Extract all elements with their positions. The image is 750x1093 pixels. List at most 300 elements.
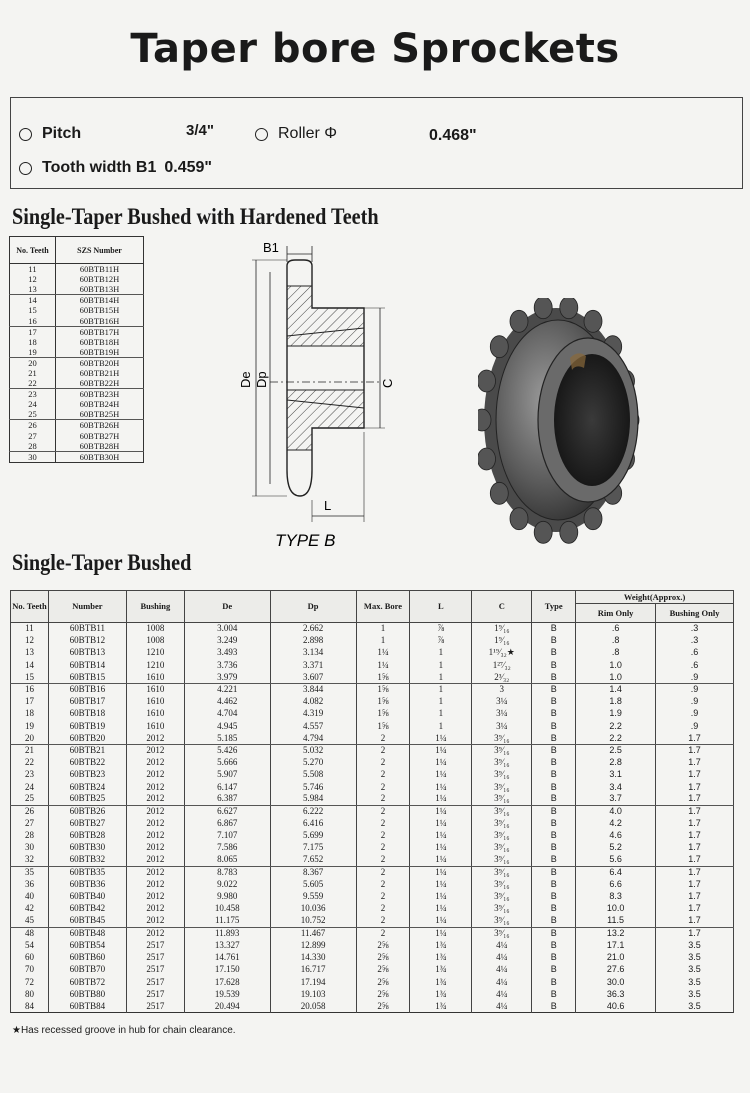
cell-l: 1¾ bbox=[410, 976, 472, 988]
table-row bbox=[11, 1000, 734, 1012]
cell-teeth: 13 bbox=[11, 647, 49, 659]
cell-max-bore: 2 bbox=[356, 781, 410, 793]
col-header-weight: Weight(Approx.) bbox=[576, 591, 734, 604]
cell-de: 6.147 bbox=[184, 781, 270, 793]
cell-l: 1¾ bbox=[410, 952, 472, 964]
cell-type: B bbox=[532, 878, 576, 890]
cell-rim-weight: 1.4 bbox=[576, 683, 656, 695]
cell-dp: 5.605 bbox=[270, 878, 356, 890]
table-row bbox=[10, 399, 144, 409]
cell-type: B bbox=[532, 769, 576, 781]
bushed-table bbox=[10, 590, 734, 1013]
cell-de: 20.494 bbox=[184, 1000, 270, 1012]
cell-bushing-weight: .3 bbox=[656, 623, 734, 635]
cell-c: 3⁹⁄₁₆ bbox=[472, 818, 532, 830]
cell-teeth: 84 bbox=[11, 1000, 49, 1012]
type-b-caption: TYPE B bbox=[275, 531, 336, 550]
cell-de: 5.185 bbox=[184, 732, 270, 744]
col-header-type: Type bbox=[532, 591, 576, 623]
cell-type: B bbox=[532, 647, 576, 659]
cell-teeth: 23 bbox=[11, 769, 49, 781]
cell-max-bore: 1⅝ bbox=[356, 683, 410, 695]
footnote: ★Has recessed groove in hub for chain clearance. bbox=[12, 1025, 236, 1036]
cell-dp: 5.032 bbox=[270, 744, 356, 756]
cell-teeth: 17 bbox=[11, 696, 49, 708]
cell-max-bore: 1⅝ bbox=[356, 696, 410, 708]
cell-teeth: 30 bbox=[10, 451, 56, 462]
cell-c: 1¹⁹⁄₃₂★ bbox=[472, 647, 532, 659]
cell-c: 3⁹⁄₁₆ bbox=[472, 891, 532, 903]
cell-c: 4¼ bbox=[472, 988, 532, 1000]
cell-l: 1¾ bbox=[410, 939, 472, 951]
cell-bushing: 1008 bbox=[126, 635, 184, 647]
cell-teeth: 30 bbox=[11, 842, 49, 854]
table-row bbox=[10, 409, 144, 420]
table-row bbox=[11, 757, 734, 769]
cell-bushing-weight: 1.7 bbox=[656, 781, 734, 793]
cell-c: 3⁹⁄₁₆ bbox=[472, 927, 532, 939]
cell-number: 60BTB21 bbox=[48, 744, 126, 756]
tooth-width-value: 0.459" bbox=[164, 159, 212, 176]
cell-type: B bbox=[532, 623, 576, 635]
cell-c: 4¼ bbox=[472, 976, 532, 988]
cell-bushing-weight: .6 bbox=[656, 647, 734, 659]
cell-c: 3⁹⁄₁₆ bbox=[472, 915, 532, 927]
cell-de: 4.221 bbox=[184, 683, 270, 695]
cell-bushing-weight: 3.5 bbox=[656, 988, 734, 1000]
cell-number: 60BTB18 bbox=[48, 708, 126, 720]
table-row bbox=[11, 866, 734, 878]
cell-de: 4.945 bbox=[184, 720, 270, 732]
cell-bushing-weight: 3.5 bbox=[656, 952, 734, 964]
cell-c: 4¼ bbox=[472, 1000, 532, 1012]
cell-dp: 3.371 bbox=[270, 659, 356, 671]
cell-l: 1 bbox=[410, 647, 472, 659]
cell-max-bore: 2 bbox=[356, 866, 410, 878]
cell-rim-weight: 2.2 bbox=[576, 732, 656, 744]
cell-bushing-weight: 1.7 bbox=[656, 891, 734, 903]
cell-bushing-weight: 1.7 bbox=[656, 732, 734, 744]
cell-bushing-weight: 1.7 bbox=[656, 805, 734, 817]
section-title-bushed: Single-Taper Bushed bbox=[12, 550, 192, 575]
cell-number: 60BTB13 bbox=[48, 647, 126, 659]
table-row bbox=[11, 915, 734, 927]
cell-type: B bbox=[532, 988, 576, 1000]
cell-number: 60BTB19 bbox=[48, 720, 126, 732]
cell-rim-weight: 4.2 bbox=[576, 818, 656, 830]
cell-max-bore: 2 bbox=[356, 818, 410, 830]
cell-max-bore: 2⅝ bbox=[356, 1000, 410, 1012]
cell-de: 9.022 bbox=[184, 878, 270, 890]
table-row bbox=[10, 284, 144, 295]
cell-bushing-weight: 3.5 bbox=[656, 964, 734, 976]
cell-de: 10.458 bbox=[184, 903, 270, 915]
cell-teeth: 24 bbox=[10, 399, 56, 409]
cell-rim-weight: 1.9 bbox=[576, 708, 656, 720]
cell-max-bore: 2 bbox=[356, 891, 410, 903]
col-header-c: C bbox=[472, 591, 532, 623]
cell-bushing: 2517 bbox=[126, 939, 184, 951]
table-row bbox=[11, 683, 734, 695]
cell-bushing: 1610 bbox=[126, 671, 184, 683]
cell-teeth: 36 bbox=[11, 878, 49, 890]
cell-teeth: 20 bbox=[10, 357, 56, 368]
cell-number: 60BTB60 bbox=[48, 952, 126, 964]
cell-c: 3⁹⁄₁₆ bbox=[472, 744, 532, 756]
cell-type: B bbox=[532, 830, 576, 842]
cell-max-bore: 2 bbox=[356, 744, 410, 756]
cell-szs-number: 60BTB30H bbox=[79, 451, 120, 462]
table-row bbox=[11, 671, 734, 683]
cell-bushing: 2012 bbox=[126, 927, 184, 939]
cell-bushing: 1610 bbox=[126, 696, 184, 708]
cell-bushing-weight: .6 bbox=[656, 659, 734, 671]
cell-rim-weight: 4.6 bbox=[576, 830, 656, 842]
cell-type: B bbox=[532, 744, 576, 756]
cell-teeth: 17 bbox=[10, 326, 56, 337]
cell-l: 1¼ bbox=[410, 793, 472, 805]
cell-rim-weight: .8 bbox=[576, 635, 656, 647]
cell-rim-weight: 5.6 bbox=[576, 854, 656, 866]
cell-de: 9.980 bbox=[184, 891, 270, 903]
cell-teeth: 16 bbox=[10, 316, 56, 327]
cell-bushing: 2012 bbox=[126, 878, 184, 890]
cell-max-bore: 1⅝ bbox=[356, 708, 410, 720]
cell-teeth: 19 bbox=[10, 347, 56, 358]
cell-bushing: 1210 bbox=[126, 647, 184, 659]
sprocket-tooth bbox=[560, 298, 578, 319]
cell-rim-weight: 17.1 bbox=[576, 939, 656, 951]
cell-number: 60BTB15 bbox=[48, 671, 126, 683]
cell-type: B bbox=[532, 805, 576, 817]
radio-circle-icon bbox=[19, 128, 32, 141]
cell-bushing: 2012 bbox=[126, 854, 184, 866]
cell-number: 60BTB45 bbox=[48, 915, 126, 927]
cell-bushing: 2012 bbox=[126, 891, 184, 903]
cell-number: 60BTB12 bbox=[48, 635, 126, 647]
col-header-teeth: No. Teeth bbox=[11, 591, 49, 623]
cell-c: 3⁹⁄₁₆ bbox=[472, 866, 532, 878]
cell-dp: 20.058 bbox=[270, 1000, 356, 1012]
cell-teeth: 16 bbox=[11, 683, 49, 695]
cell-l: 1¼ bbox=[410, 744, 472, 756]
cell-dp: 5.699 bbox=[270, 830, 356, 842]
cell-szs-number: 60BTB20H bbox=[79, 357, 120, 368]
table-row bbox=[11, 732, 734, 744]
cell-number: 60BTB11 bbox=[48, 623, 126, 635]
cell-dp: 16.717 bbox=[270, 964, 356, 976]
cell-max-bore: 2 bbox=[356, 805, 410, 817]
cell-bushing-weight: 1.7 bbox=[656, 866, 734, 878]
cell-teeth: 70 bbox=[11, 964, 49, 976]
cell-dp: 6.416 bbox=[270, 818, 356, 830]
cell-teeth: 12 bbox=[11, 635, 49, 647]
sprocket-tooth bbox=[534, 298, 552, 319]
cell-rim-weight: 3.4 bbox=[576, 781, 656, 793]
sprocket-tooth bbox=[560, 521, 578, 543]
cell-l: ⅞ bbox=[410, 635, 472, 647]
cell-rim-weight: 13.2 bbox=[576, 927, 656, 939]
cell-c: 3 bbox=[472, 683, 532, 695]
cell-number: 60BTB72 bbox=[48, 976, 126, 988]
cell-type: B bbox=[532, 927, 576, 939]
page-title: Taper bore Sprockets bbox=[130, 26, 620, 72]
cell-de: 5.907 bbox=[184, 769, 270, 781]
cell-number: 60BTB35 bbox=[48, 866, 126, 878]
cell-szs-number: 60BTB26H bbox=[79, 420, 120, 431]
cell-bushing-weight: 1.7 bbox=[656, 915, 734, 927]
table-row bbox=[10, 368, 144, 378]
table-row bbox=[11, 708, 734, 720]
table-row bbox=[11, 891, 734, 903]
cell-teeth: 32 bbox=[11, 854, 49, 866]
table-row bbox=[10, 378, 144, 389]
cell-rim-weight: 4.0 bbox=[576, 805, 656, 817]
cell-dp: 2.662 bbox=[270, 623, 356, 635]
cell-bushing: 2012 bbox=[126, 830, 184, 842]
sprocket-tooth bbox=[510, 508, 528, 530]
cell-dp: 3.134 bbox=[270, 647, 356, 659]
cell-bushing: 2517 bbox=[126, 1000, 184, 1012]
cell-teeth: 12 bbox=[10, 274, 56, 284]
cell-de: 8.783 bbox=[184, 866, 270, 878]
cell-l: 1¼ bbox=[410, 854, 472, 866]
cell-teeth: 27 bbox=[11, 818, 49, 830]
cell-teeth: 60 bbox=[11, 952, 49, 964]
cell-bushing: 2012 bbox=[126, 744, 184, 756]
cell-de: 3.249 bbox=[184, 635, 270, 647]
cell-number: 60BTB84 bbox=[48, 1000, 126, 1012]
cell-teeth: 26 bbox=[10, 420, 56, 431]
cell-max-bore: 1 bbox=[356, 635, 410, 647]
cell-teeth: 26 bbox=[11, 805, 49, 817]
cell-l: 1¼ bbox=[410, 781, 472, 793]
cell-max-bore: 2 bbox=[356, 854, 410, 866]
cell-szs-number: 60BTB13H bbox=[56, 284, 144, 295]
de-label: De bbox=[238, 371, 253, 388]
cell-bushing: 2517 bbox=[126, 976, 184, 988]
cell-type: B bbox=[532, 708, 576, 720]
cell-type: B bbox=[532, 635, 576, 647]
cell-rim-weight: 1.8 bbox=[576, 696, 656, 708]
cell-c: 3⁹⁄₁₆ bbox=[472, 757, 532, 769]
cell-bushing: 2012 bbox=[126, 781, 184, 793]
table-row bbox=[10, 326, 144, 337]
cell-teeth: 19 bbox=[11, 720, 49, 732]
cell-szs-number: 60BTB17H bbox=[79, 326, 120, 337]
cell-szs-number: 60BTB12H bbox=[79, 274, 120, 285]
cell-teeth: 18 bbox=[11, 708, 49, 720]
table-row bbox=[11, 952, 734, 964]
cell-number: 60BTB54 bbox=[48, 939, 126, 951]
cell-teeth: 22 bbox=[10, 378, 56, 389]
cell-max-bore: 1⅝ bbox=[356, 720, 410, 732]
cell-bushing-weight: 1.7 bbox=[656, 744, 734, 756]
cell-l: 1¼ bbox=[410, 732, 472, 744]
col-header-max-bore: Max. Bore bbox=[356, 591, 410, 623]
cell-number: 60BTB16 bbox=[48, 683, 126, 695]
cell-l: 1¼ bbox=[410, 891, 472, 903]
cell-de: 14.761 bbox=[184, 952, 270, 964]
cell-rim-weight: 3.7 bbox=[576, 793, 656, 805]
table-row bbox=[11, 927, 734, 939]
cell-max-bore: 2 bbox=[356, 915, 410, 927]
table-row bbox=[10, 305, 144, 315]
cell-max-bore: 2⅝ bbox=[356, 964, 410, 976]
cell-dp: 5.508 bbox=[270, 769, 356, 781]
cell-l: 1¼ bbox=[410, 903, 472, 915]
cell-type: B bbox=[532, 696, 576, 708]
sprocket-tooth bbox=[490, 336, 508, 358]
cell-type: B bbox=[532, 818, 576, 830]
cell-l: 1¼ bbox=[410, 830, 472, 842]
pitch-value bbox=[186, 122, 214, 139]
cell-teeth: 24 bbox=[11, 781, 49, 793]
cell-type: B bbox=[532, 720, 576, 732]
cell-szs-number: 60BTB14H bbox=[79, 295, 120, 306]
col-header-rim: Rim Only bbox=[576, 604, 656, 623]
table-row bbox=[11, 805, 734, 817]
pitch-spec bbox=[19, 125, 81, 143]
cell-type: B bbox=[532, 757, 576, 769]
cell-de: 7.586 bbox=[184, 842, 270, 854]
cell-dp: 11.467 bbox=[270, 927, 356, 939]
cell-rim-weight: 5.2 bbox=[576, 842, 656, 854]
table-row bbox=[10, 430, 144, 440]
cell-bushing: 2517 bbox=[126, 964, 184, 976]
cell-number: 60BTB28 bbox=[48, 830, 126, 842]
cell-max-bore: 2 bbox=[356, 732, 410, 744]
cell-bushing-weight: 1.7 bbox=[656, 757, 734, 769]
cell-type: B bbox=[532, 671, 576, 683]
cell-teeth: 45 bbox=[11, 915, 49, 927]
cell-teeth: 15 bbox=[10, 305, 56, 315]
cell-c: 3¼ bbox=[472, 696, 532, 708]
cell-szs-number: 60BTB23H bbox=[79, 389, 120, 400]
col-header-l: L bbox=[410, 591, 472, 623]
cell-teeth: 11 bbox=[11, 623, 49, 635]
cell-dp: 4.794 bbox=[270, 732, 356, 744]
cell-bushing: 2517 bbox=[126, 952, 184, 964]
cell-rim-weight: 2.2 bbox=[576, 720, 656, 732]
cell-bushing: 2517 bbox=[126, 988, 184, 1000]
cell-de: 8.065 bbox=[184, 854, 270, 866]
dp-label: Dp bbox=[254, 371, 269, 388]
cell-bushing: 2012 bbox=[126, 915, 184, 927]
cell-type: B bbox=[532, 964, 576, 976]
cell-number: 60BTB30 bbox=[48, 842, 126, 854]
cell-number: 60BTB22 bbox=[48, 757, 126, 769]
cell-teeth: 28 bbox=[10, 441, 56, 452]
table-row bbox=[11, 720, 734, 732]
cell-bushing-weight: 3.5 bbox=[656, 1000, 734, 1012]
table-row bbox=[10, 264, 144, 275]
table-row bbox=[10, 274, 144, 284]
cell-bushing-weight: 1.7 bbox=[656, 830, 734, 842]
table-row bbox=[10, 295, 144, 306]
cell-max-bore: 2⅝ bbox=[356, 952, 410, 964]
cell-dp: 9.559 bbox=[270, 891, 356, 903]
cell-teeth: 23 bbox=[10, 389, 56, 400]
cell-dp: 3.607 bbox=[270, 671, 356, 683]
cell-max-bore: 2 bbox=[356, 842, 410, 854]
cell-bushing: 2012 bbox=[126, 866, 184, 878]
cell-dp: 2.898 bbox=[270, 635, 356, 647]
table-row bbox=[10, 357, 144, 368]
table-row bbox=[11, 818, 734, 830]
cell-type: B bbox=[532, 976, 576, 988]
cell-szs-number: 60BTB11H bbox=[79, 264, 120, 274]
cell-l: 1¼ bbox=[410, 769, 472, 781]
section-title-hardened: Single-Taper Bushed with Hardened Teeth bbox=[12, 204, 379, 229]
radio-circle-icon bbox=[19, 162, 32, 175]
cell-number: 60BTB80 bbox=[48, 988, 126, 1000]
cell-number: 60BTB70 bbox=[48, 964, 126, 976]
cell-dp: 14.330 bbox=[270, 952, 356, 964]
cell-c: 3⁹⁄₁₆ bbox=[472, 842, 532, 854]
cell-max-bore: 2 bbox=[356, 903, 410, 915]
cell-bushing: 1210 bbox=[126, 659, 184, 671]
cell-c: 3¼ bbox=[472, 708, 532, 720]
cell-bushing: 1610 bbox=[126, 683, 184, 695]
cell-l: 1 bbox=[410, 683, 472, 695]
cell-number: 60BTB48 bbox=[48, 927, 126, 939]
cell-teeth: 40 bbox=[11, 891, 49, 903]
cell-c: 3⁹⁄₁₆ bbox=[472, 769, 532, 781]
col-header-szs: SZS Number bbox=[56, 237, 144, 264]
cell-number: 60BTB23 bbox=[48, 769, 126, 781]
cell-max-bore: 2⅝ bbox=[356, 939, 410, 951]
cell-dp: 10.752 bbox=[270, 915, 356, 927]
cell-max-bore: 2 bbox=[356, 878, 410, 890]
cell-max-bore: 2⅝ bbox=[356, 988, 410, 1000]
cell-szs-number: 60BTB21H bbox=[79, 368, 120, 379]
cell-szs-number: 60BTB25H bbox=[56, 409, 144, 420]
cell-max-bore: 1¼ bbox=[356, 647, 410, 659]
cell-teeth: 25 bbox=[10, 409, 56, 420]
table-row bbox=[11, 744, 734, 756]
cell-bushing: 2012 bbox=[126, 818, 184, 830]
cell-teeth: 42 bbox=[11, 903, 49, 915]
roller-label: Roller Φ bbox=[278, 125, 337, 142]
cell-l: 1¼ bbox=[410, 842, 472, 854]
roller-value-text: 0.468" bbox=[429, 127, 477, 144]
cell-dp: 6.222 bbox=[270, 805, 356, 817]
cell-teeth: 48 bbox=[11, 927, 49, 939]
table-row bbox=[10, 316, 144, 327]
cell-number: 60BTB14 bbox=[48, 659, 126, 671]
cell-dp: 5.984 bbox=[270, 793, 356, 805]
cell-teeth: 14 bbox=[10, 295, 56, 306]
cell-c: 3⁹⁄₁₆ bbox=[472, 732, 532, 744]
cell-c: 1⁹⁄₁₆ bbox=[472, 635, 532, 647]
cell-bushing-weight: .9 bbox=[656, 671, 734, 683]
cell-bushing-weight: .9 bbox=[656, 720, 734, 732]
cell-l: 1¼ bbox=[410, 757, 472, 769]
cell-type: B bbox=[532, 854, 576, 866]
roller-value bbox=[429, 127, 477, 145]
sprocket-tooth bbox=[490, 482, 508, 504]
cell-rim-weight: 1.0 bbox=[576, 671, 656, 683]
cell-c: 3⁹⁄₁₆ bbox=[472, 854, 532, 866]
type-b-diagram bbox=[230, 238, 400, 550]
cell-teeth: 80 bbox=[11, 988, 49, 1000]
cell-bushing: 2012 bbox=[126, 903, 184, 915]
cell-dp: 8.367 bbox=[270, 866, 356, 878]
cell-teeth: 15 bbox=[11, 671, 49, 683]
cell-l: ⅞ bbox=[410, 623, 472, 635]
tooth-width-label: Tooth width B1 bbox=[42, 159, 157, 176]
